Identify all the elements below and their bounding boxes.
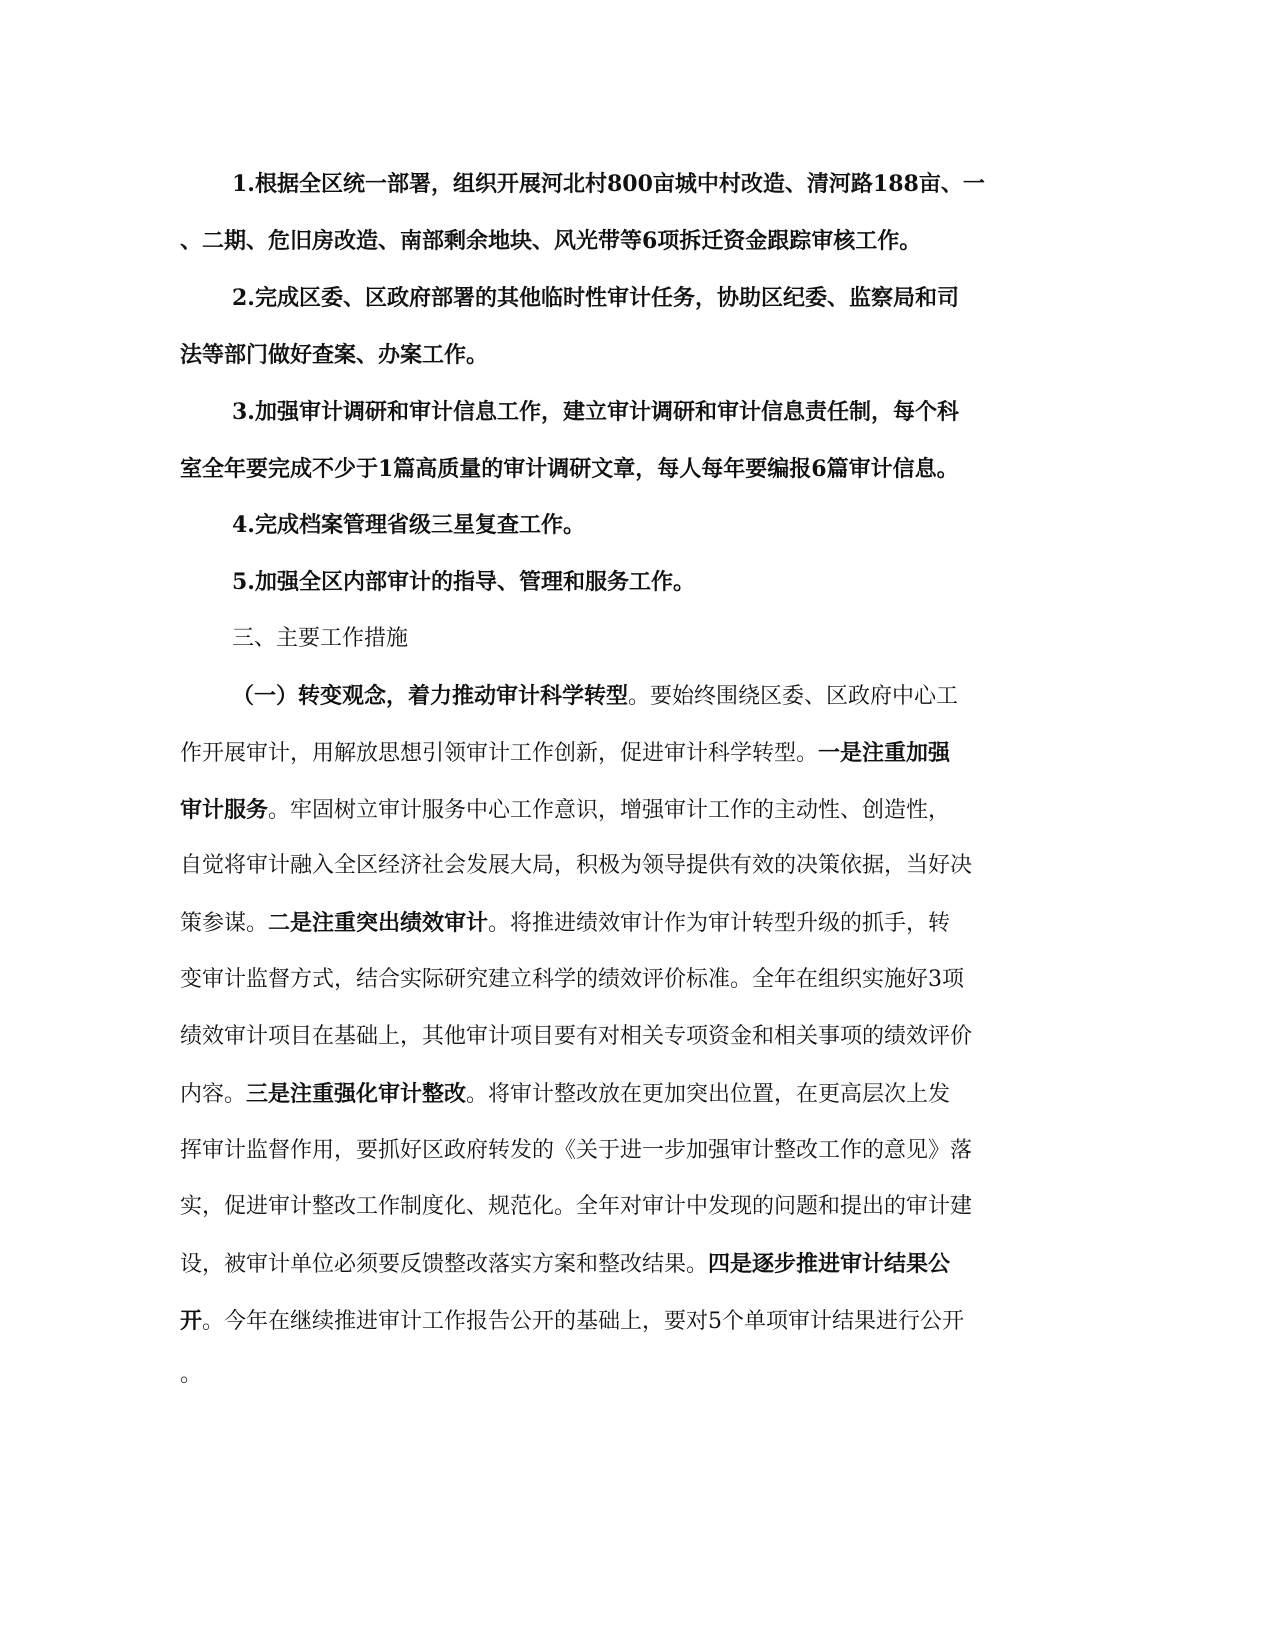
item-2-line-2: 法等部门做好查案、办案工作。 bbox=[180, 342, 489, 368]
section-heading: 三、主要工作措施 bbox=[232, 626, 409, 651]
measures-line-3 bbox=[180, 795, 950, 826]
point-1-heading-part-1: 一是注重加强 bbox=[818, 740, 951, 766]
measures-line-12 bbox=[180, 1306, 964, 1337]
point-4-heading-part-1: 四是逐步推进审计结果公 bbox=[708, 1251, 951, 1277]
measures-line-3-text: 。牢固树立审计服务中心工作意识，增强审计工作的主动性、创造性， bbox=[268, 798, 951, 823]
measures-line-2 bbox=[180, 738, 950, 769]
measures-line-8-text-a: 内容。 bbox=[180, 1082, 247, 1107]
measures-line-8 bbox=[180, 1079, 950, 1110]
item-4: 4.完成档案管理省级三星复查工作。 bbox=[232, 512, 585, 538]
measure-1-heading: （一）转变观念，着力推动审计科学转型 bbox=[232, 683, 629, 709]
item-2-line-1: 2.完成区委、区政府部署的其他临时性审计任务，协助区纪委、监察局和司 bbox=[232, 285, 959, 311]
item-5: 5.加强全区内部审计的指导、管理和服务工作。 bbox=[232, 569, 695, 595]
measures-line-8-text-b: 。将审计整改放在更加突出位置，在更高层次上发 bbox=[466, 1082, 951, 1107]
measures-line-11-text: 设，被审计单位必须要反馈整改落实方案和整改结果。 bbox=[180, 1252, 709, 1277]
measures-line-6: 变审计监督方式，结合实际研究建立科学的绩效评价标准。全年在组织实施好3项 bbox=[180, 967, 964, 992]
measures-line-7: 绩效审计项目在基础上，其他审计项目要有对相关专项资金和相关事项的绩效评价 bbox=[180, 1024, 973, 1049]
item-1-line-1: 1.根据全区统一部署，组织开展河北村800亩城中村改造、清河路188亩、一 bbox=[232, 171, 985, 197]
item-3-line-1: 3.加强审计调研和审计信息工作，建立审计调研和审计信息责任制，每个科 bbox=[232, 399, 959, 425]
item-3-line-2: 室全年要完成不少于1篇高质量的审计调研文章，每人每年要编报6篇审计信息。 bbox=[180, 456, 959, 482]
measures-line-1-text: 。要始终围绕区委、区政府中心工 bbox=[628, 684, 959, 709]
measures-line-12-text: 。今年在继续推进审计工作报告公开的基础上，要对5个单项审计结果进行公开 bbox=[202, 1309, 965, 1334]
measures-line-11 bbox=[180, 1249, 950, 1280]
measures-line-5-text-a: 策参谋。 bbox=[180, 911, 269, 936]
point-3-heading: 三是注重强化审计整改 bbox=[246, 1081, 467, 1107]
point-2-heading: 二是注重突出绩效审计 bbox=[268, 910, 489, 936]
point-4-heading-part-2: 开 bbox=[180, 1308, 203, 1334]
measures-line-5-text-b: 。将推进绩效审计作为审计转型升级的抓手，转 bbox=[488, 911, 951, 936]
point-1-heading-part-2: 审计服务 bbox=[180, 797, 269, 823]
measures-line-4: 自觉将审计融入全区经济社会发展大局，积极为领导提供有效的决策依据，当好决 bbox=[180, 853, 973, 878]
measures-line-13: 。 bbox=[180, 1362, 203, 1387]
item-1-line-2: 、二期、危旧房改造、南部剩余地块、风光带等6项拆迁资金跟踪审核工作。 bbox=[180, 228, 922, 254]
measures-line-9: 挥审计监督作用，要抓好区政府转发的《关于进一步加强审计整改工作的意见》落 bbox=[180, 1138, 973, 1163]
measures-line-5 bbox=[180, 908, 950, 939]
measures-line-10: 实，促进审计整改工作制度化、规范化。全年对审计中发现的问题和提出的审计建 bbox=[180, 1194, 973, 1219]
measures-line-2-text: 作开展审计，用解放思想引领审计工作创新，促进审计科学转型。 bbox=[180, 741, 819, 766]
measures-line-1 bbox=[232, 681, 958, 712]
